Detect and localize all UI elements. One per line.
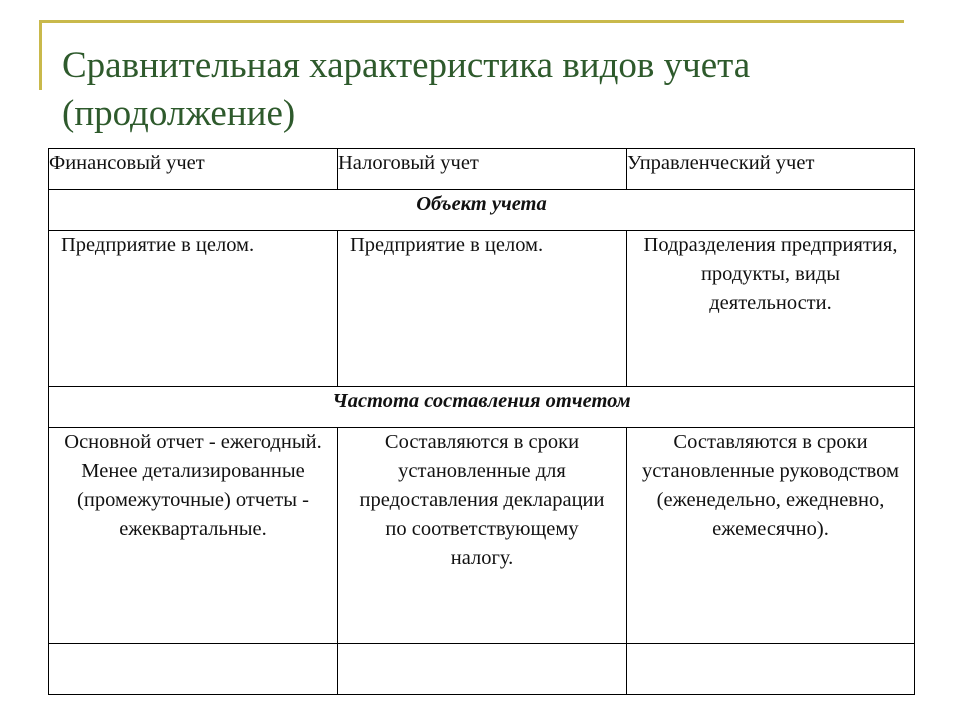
cell-object-financial: Предприятие в целом. xyxy=(49,231,338,387)
cell-frequency-management xyxy=(627,428,915,644)
decorative-left-line xyxy=(39,20,42,90)
table-header-row xyxy=(49,149,915,190)
cell-frequency-tax-text: Составляются в сроки установленные для предоставления декларации по соответствующему налогу. xyxy=(359,431,605,569)
cell-empty-2 xyxy=(338,644,627,695)
cell-frequency-financial-text: Основной отчет - ежегодный. Менее детализированные (промежуточные) отчеты - ежеквартальные. xyxy=(64,431,322,540)
section-heading-frequency: Частота составления отчетом xyxy=(49,387,915,428)
section-heading-object: Объект учета xyxy=(49,190,915,231)
section-row-object xyxy=(49,190,915,231)
cell-object-management-text: Подразделения предприятия, продукты, виды деятельности. xyxy=(643,234,898,314)
cell-frequency-management-text: Составляются в сроки установленные руководством (еженедельно, ежедневно, ежемесячно). xyxy=(641,431,899,540)
decorative-top-line xyxy=(40,20,904,23)
header-management: Управленческий учет xyxy=(627,149,915,190)
table-row-frequency xyxy=(49,428,915,644)
table-row-object xyxy=(49,231,915,387)
slide-title: Сравнительная характеристика видов учета (продолжение) xyxy=(62,45,751,134)
cell-frequency-financial xyxy=(49,428,338,644)
header-tax: Налоговый учет xyxy=(338,149,627,190)
section-row-frequency xyxy=(49,387,915,428)
cell-object-tax: Предприятие в целом. xyxy=(338,231,627,387)
cell-empty-1 xyxy=(49,644,338,695)
cell-empty-3 xyxy=(627,644,915,695)
comparison-table xyxy=(48,148,915,695)
cell-object-management xyxy=(627,231,915,387)
cell-frequency-tax xyxy=(338,428,627,644)
header-financial: Финансовый учет xyxy=(49,149,338,190)
table-row-empty xyxy=(49,644,915,695)
